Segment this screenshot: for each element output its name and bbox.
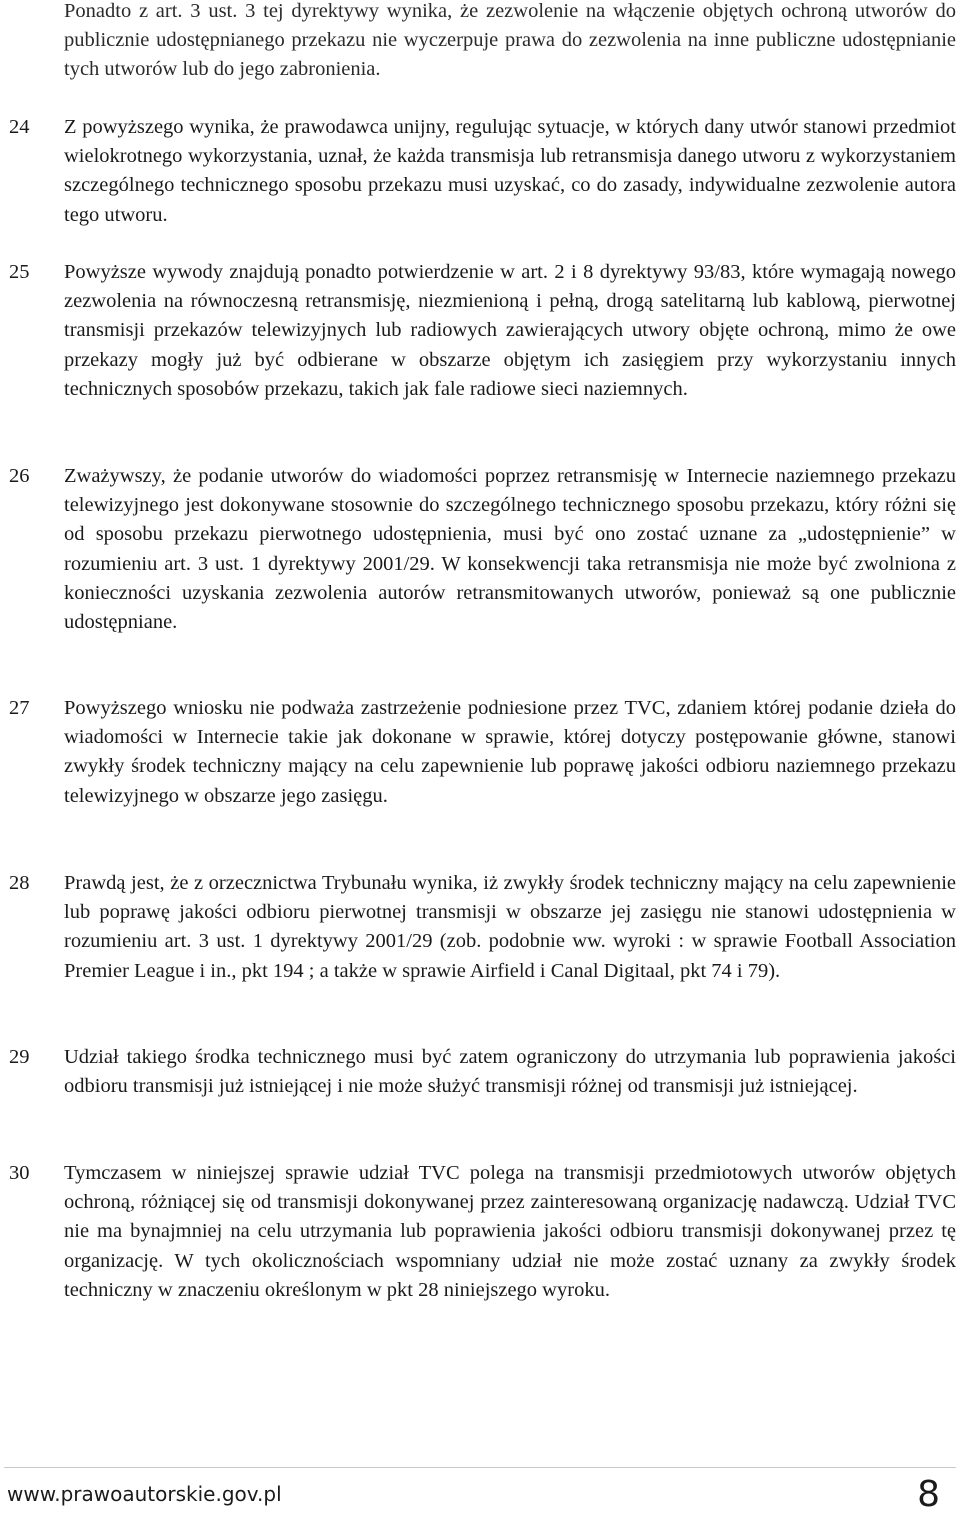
paragraph-number-24: 24 [9,116,30,138]
paragraph-27: Powyższego wniosku nie podważa zastrzeżenie podniesione przez TVC, zdaniem której podanie dzieła do wiadomości w Internecie takie jak dokonane w sprawie, której dotyczy postępowanie główne, stanowi zwykły środek techniczny mający na celu zapewnienie lub poprawę jakości odbioru naziemnego przekazu telewizyjnego w obszarze jego zasięgu. [64,697,956,807]
paragraph-number-25: 25 [9,261,30,283]
paragraph-26: Zważywszy, że podanie utworów do wiadomości poprzez retransmisję w Internecie naziemnego przekazu telewizyjnego jest dokonywane stosownie do szczególnego technicznego sposobu przekazu, który różni się od sposobu przekazu pierwotnego udostępnienia, musi być ono zostać uznane za „udostępnienie” w rozumieniu art. 3 ust. 1 dyrektywy 2001/29. W konsekwencji taka retransmisja nie może być zwolniona z konieczności uzyskania zezwolenia autorów retransmitowanych utworów, ponieważ są one publicznie udostępniane. [64,465,956,634]
paragraph-number-26: 26 [9,465,30,487]
paragraph-number-30: 30 [9,1162,30,1184]
paragraph-29: Udział takiego środka technicznego musi być zatem ograniczony do utrzymania lub poprawienia jakości odbioru transmisji już istniejącej i nie może służyć transmisji różnej od transmisji już istniejącej. [64,1046,956,1098]
paragraph-number-29: 29 [9,1046,30,1068]
paragraph-30: Tymczasem w niniejszej sprawie udział TVC polega na transmisji przedmiotowych utworów objętych ochroną, różniącej się od transmisji dokonywanej przez zainteresowaną organizację nadawczą. Udział TVC nie ma bynajmniej na celu utrzymania lub poprawienia jakości odbioru transmisji dokonywanej przez tę organizację. W tych okolicznościach wspomniany udział nie może zostać uznany za zwykły środek techniczny w znaczeniu określonym w pkt 28 niniejszego wyroku. [64,1162,956,1301]
paragraph-25: Powyższe wywody znajdują ponadto potwierdzenie w art. 2 i 8 dyrektywy 93/83, które wymagają nowego zezwolenia na równoczesną retransmisję, niezmienioną i pełną, drogą satelitarną lub kablową, pierwotnej transmisji przekazów telewizyjnych lub radiowych zawierających utwory objęte ochroną, mimo że owe przekazy mogły już być odbierane w obszarze objętym ich zasięgiem przy wykorzystaniu innych technicznych sposobów przekazu, takich jak fale radiowe sieci naziemnych. [64,261,956,400]
paragraph-number-27: 27 [9,697,30,719]
footer-website-link[interactable]: www.prawoautorskie.gov.pl [7,1482,282,1506]
intro-paragraph: Ponadto z art. 3 ust. 3 tej dyrektywy wynika, że zezwolenie na włączenie objętych ochroną utworów do publicznie udostępnianego przekazu nie wyczerpuje prawa do zezwolenia na inne publiczne udostępnianie tych utworów lub do jego zabronienia. [64,0,956,81]
paragraph-28: Prawdą jest, że z orzecznictwa Trybunału wynika, iż zwykły środek techniczny mający na celu zapewnienie lub poprawę jakości odbioru pierwotnej transmisji w obszarze jej zasięgu nie stanowi udostępnienia w rozumieniu art. 3 ust. 1 dyrektywy 2001/29 (zob. podobnie ww. wyroki : w sprawie Football Association Premier League i in., pkt 194 ; a także w sprawie Airfield i Canal Digitaal, pkt 74 i 79). [64,872,956,982]
page-number: 8 [917,1474,940,1515]
paragraph-24: Z powyższego wynika, że prawodawca unijny, regulując sytuacje, w których dany utwór stanowi przedmiot wielokrotnego wykorzystania, uznał, że każda transmisja lub retransmisja danego utworu z wykorzystaniem szczególnego technicznego sposobu przekazu musi uzyskać, co do zasady, indywidualne zezwolenie autora tego utworu. [64,116,956,226]
paragraph-number-28: 28 [9,872,30,894]
footer-divider [4,1467,956,1468]
